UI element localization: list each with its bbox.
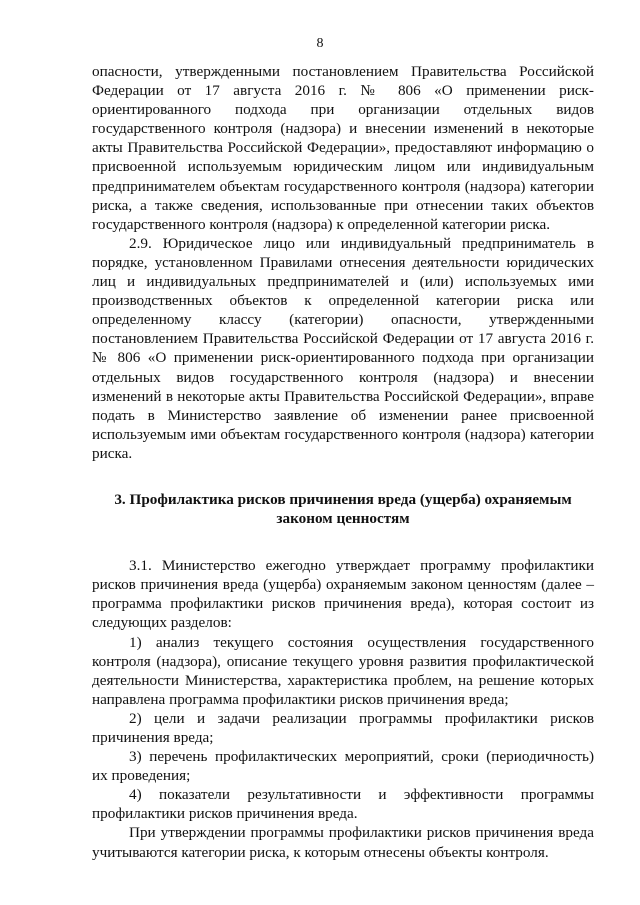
list-item-3: 3) перечень профилактических мероприятий, сроки (периодичность) их проведения; [92,748,594,785]
list-item-4: 4) показатели результативности и эффективности программы профилактики рисков причинения вреда. [92,786,594,823]
list-item-2: 2) цели и задачи реализации программы профилактики рисков причинения вреда; [92,709,594,746]
page-number: 8 [316,36,324,51]
paragraph-3-1: 3.1. Министерство ежегодно утверждает программу профилактики рисков причинения вреда (ущерба) охраняемым законом ценностям (далее – программа профилактики рисков причинения вреда), которая состоит из следующих разделов: [92,557,594,632]
paragraph-2-9: 2.9. Юридическое лицо или индивидуальный предприниматель в порядке, установленном Правилами отнесения деятельности юридических лиц и индивидуальных предпринимателей и (или) используемых ими производственных объектов к определенной категории риска или определенному классу (категории) опасности, утвержденными постановлением Правительства Российской Федерации от 17 августа 2016 г. № 806 «О применении риск-ориентированного подхода при организации отдельных видов государственного контроля (надзора) и внесении изменений в некоторые акты Правительства Российской Федерации», вправе подать в Министерство заявление об изменении ранее присвоенной используемым ими объектам государственного контроля (надзора) категории риска. [92,234,594,462]
list-item-1: 1) анализ текущего состояния осуществления государственного контроля (надзора), описание текущего уровня развития профилактической деятельности Министерства, характеристика проблем, на решение которых направлена программа профилактики рисков причинения вреда; [92,633,594,708]
section-heading: 3. Профилактика рисков причинения вреда (ущерба) охраняемым законом ценностям [114,490,572,528]
paragraph-closing: При утверждении программы профилактики рисков причинения вреда учитываются категории риска, к которым отнесены объекты контроля. [92,824,594,861]
paragraph-continuation: опасности, утвержденными постановлением Правительства Российской Федерации от 17 августа 2016 г. № 806 «О применении риск-ориентированного подхода при организации отдельных видов государственного контроля (надзора) и внесении изменений в некоторые акты Правительства Российской Федерации», предоставляют информацию о присвоенной используемым юридическим лицом или индивидуальным предпринимателем объектам государственного контроля (надзора) категории риска, а также сведения, использованные при отнесении таких объектов государственного контроля (надзора) к определенной категории риска. [92,63,594,233]
document-body [92,62,594,862]
